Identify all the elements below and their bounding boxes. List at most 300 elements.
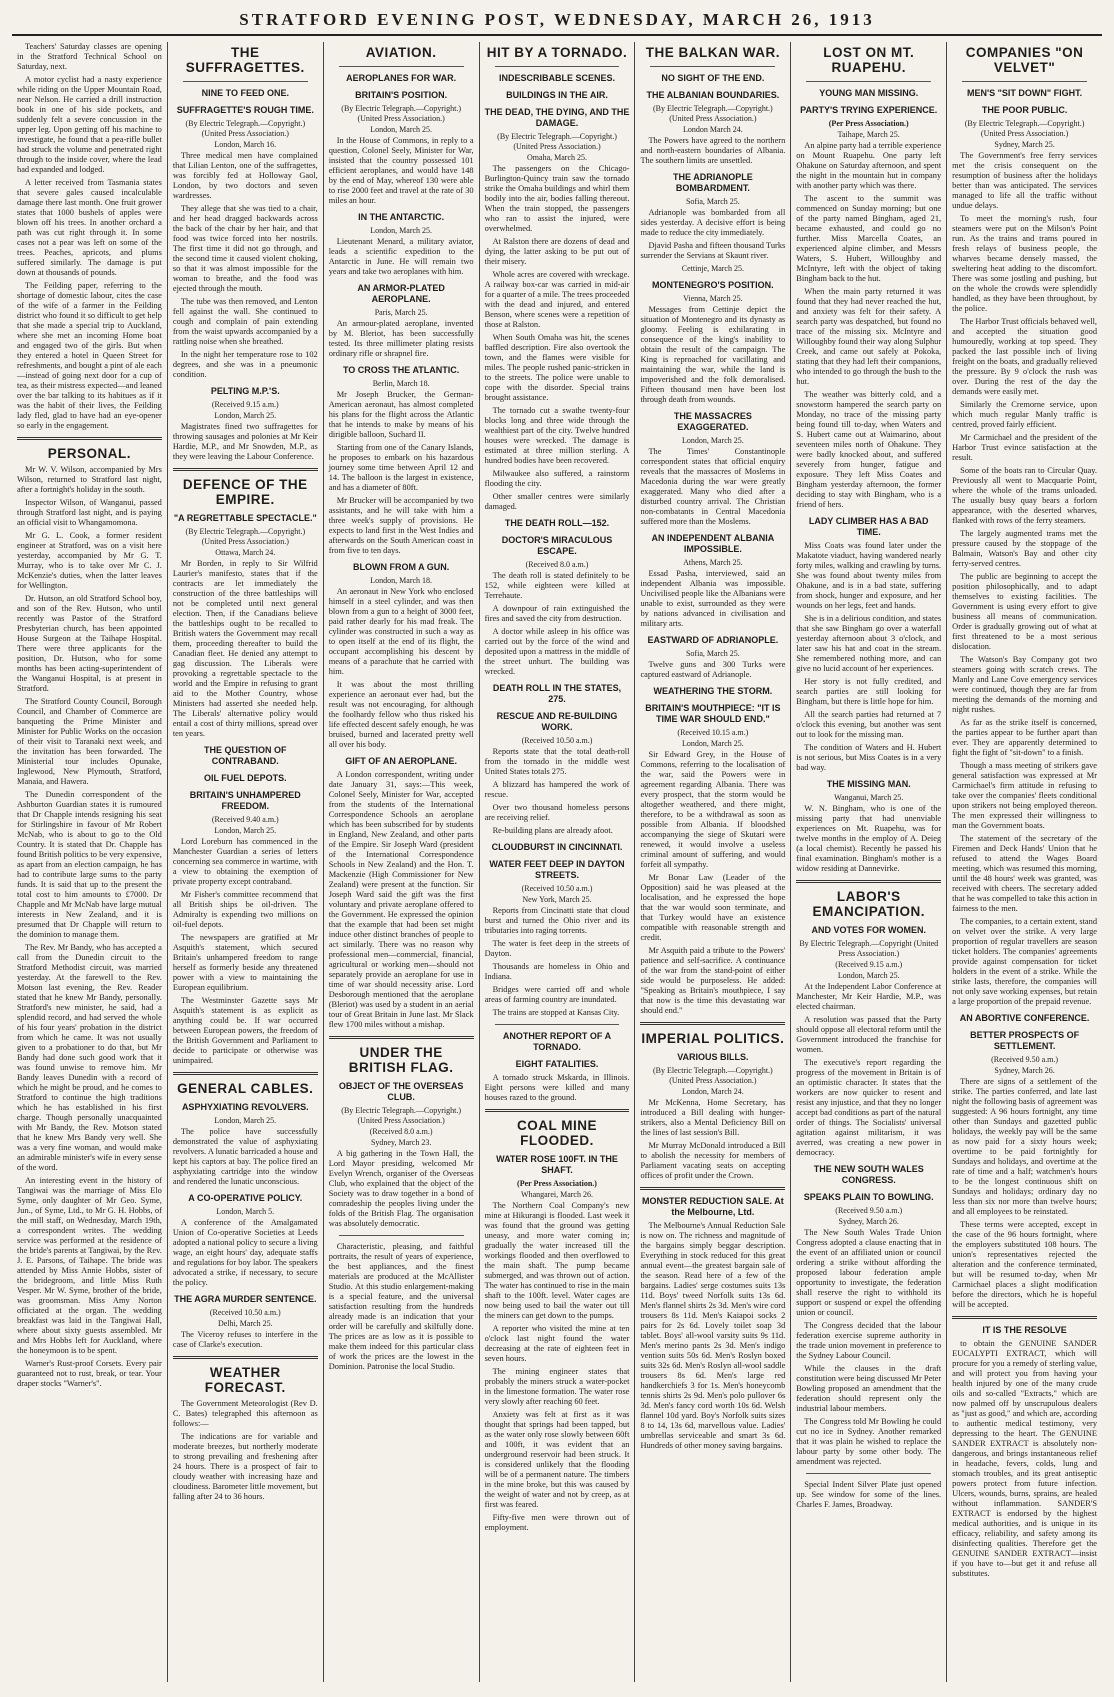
paragraph: A London correspondent, writing under date January 31, says:—This week, Colonel Seely, Minister for War, accepted from the students of the International Correspondence Schools an aeroplane which has been subscribed for by students in England, New Zealand, and other parts of the Empire. Sir Joseph Ward (president of the International Correspondence Schools in New Zealand) and the Hon. T. Mackenzie (High Commissioner for New Zealand) were present at the function. Sir Joseph Ward said the gift was the first voluntary and private aeroplane offered to the Government. He expressed the opinion that the example that had been set might induce other distinct branches of people to act similarly. There was no reason why professional men—commercial, financial, agricultural or working men—should not separately provide an aeroplane for use in time of war should necessity arise. Lord Desborough mentioned that the aeroplane (Bleriot) was used by a student in an aerial tour of Great Britain in June last. Mr Slack flew 1700 miles without a mishap. bbox=[328, 770, 474, 1029]
paragraph: The condition of Waters and H. Hubert is not serious, but Miss Coates is in a very bad way. bbox=[796, 743, 942, 772]
advertisement bbox=[329, 1242, 474, 1372]
paragraph: The Melbourne's Annual Reduction Sale is now on. The richness and magnitude of the bargains simply beggar description. Everything in stock reduced for this great annual event—the greatest bargain sale of the season. Read here of a few of the bargains. Ladies' serge costumes suits 13s 11d. Boys' tweed Norfolk suits 13s 6d. Men's flannel shirts 2s 3d. Men's wire cord trousers 8s 11d. Men's Kaiapoi socks 2 pairs for 2s 6d. Lovely toilet soap 3d tablet. Boys' all-wool varsity suits 9s 11d. Men's merino pants 2s 3d. Men's indigo vention suits 50s 6d. Men's Roslyn boxed suits 32s 6d. Men's Roslyn all-wool saddle trousers 8s 6d. Men's large red handkerchiefs 3 for 1s. Men's honeycomb tennis shirts 2s 9d. Men's polo pullover 6s 3d. Men's fancy cord worth 10s 6d. Welsh flannel 10d yard. Boy's Norfolk suits sizes 8 to 14, 13s 6d, marvellous value. Ladies' umbrellas serviceable and smart 3s 6d. Hundreds of other money saving bargains. bbox=[640, 1221, 786, 1450]
dateline: Sydney, March 26. bbox=[838, 1217, 899, 1226]
paragraph: Special Indent Silver Plate just opened up. See window for some of the lines. Charles F. James, Broadway. bbox=[796, 1480, 942, 1509]
paragraph: Mr Fisher's committee recommend that all British ships be oil-driven. The Admiralty is expending two millions on oil-fuel depots. bbox=[172, 890, 318, 929]
article-body bbox=[329, 319, 474, 359]
article-body bbox=[640, 208, 785, 261]
paragraph: The Dunedin correspondent of the Ashburton Guardian states it is rumoured that Dr Chapple intends resigning his seat for Stirlingshire in favour of Mr Robert McNab, who is about to go to the Old Country. It is stated that Dr. Chapple has found British politics to be very expensive, as apart from an election campaign, he has had to contribute large sums to the party funds. It is said that up to the present the total cost to him amounts to £7000. Dr Chapple and Mr McNab have large mutual interests in New Zealand, and it is presumed that Dr Chapple will return to the dominion to manage them. bbox=[17, 790, 162, 939]
paragraph: A resolution was passed that the Party should oppose all electoral reform until the Government introduced the franchise for women. bbox=[796, 1015, 942, 1054]
paragraph: She is in a delirious condition, and states that she saw Bingham go over a waterfall yesterday afternoon about 3 o'clock, and later saw his hat and coat in the stream. She remembered nothing more, and can give no lucid account of her experiences. bbox=[796, 614, 942, 673]
paragraph: In the night her temperature rose to 102 degrees, and she was in a pneumonic condition. bbox=[172, 350, 318, 379]
paragraph: An armour-plated aeroplane, invented by M. Bleriot, has been successfully tested. Its three millimeter plating resists ordinary rifle or shrapnel fire. bbox=[328, 319, 474, 358]
divider bbox=[495, 1024, 620, 1025]
paragraph: Mr Murray McDonald introduced a Bill to abolish the necessity for members of Parliament vacating seats on accepting offices of profit under the Crown. bbox=[640, 1141, 786, 1180]
article-body bbox=[796, 141, 941, 510]
paragraph: The statement of the secretary of the Firemen and Deck Hands' Union that he refused to attend the Wages Board meeting, which was resumed this morning, until the 48 hours' week was granted, was received with cheers. The secretary added that he was compelled to take this action in fairness to the men. bbox=[952, 834, 1098, 913]
paragraph: An interesting event in the history of Tangiwai was the marriage of Miss Elo Syme, only daughter of Mr Geo. Syme, Jun., of Syme, Ltd., to Mr G. H. Hobbs, of the mill staff, on Wednesday, March 19th, a correspondent writes. The wedding service was performed at the residence of the bride's parents at Tangiwai, by the Rev. J. E. Parsons, of Taihape. The bride was attended by Miss Annie Hobbs, sister of the bridegroom, and little Miss Ruth Vesper. Mr W. Syme, brother of the bride, was groomsman. Miss Amy Norton officiated at the organ. The wedding breakfast was laid in the Tangiwai Hall, where about sixty guests assembled. Mr and Mrs Hobbs left for Auckland, where the honeymoon is to be spent. bbox=[17, 1176, 162, 1355]
article-heading: UNDER THE BRITISH FLAG. bbox=[348, 1045, 454, 1075]
paragraph: Some of the boats ran to Circular Quay. Previously all went to Macquarie Point, where the whole of the trams unloaded. The usually busy quay bears a forlorn appearance, with the deserted wharves, flanked with rows of the ferry steamers. bbox=[952, 466, 1098, 525]
divider bbox=[650, 66, 775, 67]
cable-credit: By Electric Telegraph.—Copyright (United Press Association.) bbox=[799, 939, 939, 958]
paragraph: Mr Bonar Law (Leader of the Opposition) said he was pleased at the localisation, and he expressed the hope that the war would soon terminate, and that Turkey would have an existence compatible with reasonable strength and credit. bbox=[640, 873, 786, 942]
paragraph: The weather was bitterly cold, and a snowstorm hampered the search party on Monday, no trace of the missing party being found till to-day, when Waters and S. Hubert came out at Waimarino, about seventeen miles north of Ohakune. They were badly knocked about, and suffered severely from hunger, fatigue and exposure. They left Miss Coates and Bingham yesterday afternoon, the former deciding to stay with Bingham, who is a friend of hers. bbox=[796, 390, 942, 509]
subheading: MONTENEGRO'S POSITION. bbox=[652, 280, 774, 290]
subheading: IN THE ANTARCTIC. bbox=[358, 212, 445, 222]
subheading: THE POOR PUBLIC. bbox=[981, 105, 1068, 115]
article-body bbox=[173, 1330, 318, 1350]
received-note: (Received 8.0 a.m.) bbox=[369, 1127, 433, 1136]
cable-credit: (By Electric Telegraph.—Copyright.) (United Press Association.) bbox=[653, 104, 773, 123]
article-body bbox=[329, 1149, 474, 1229]
dateline: Whangarei, March 26. bbox=[521, 1190, 593, 1199]
paragraph: The Watson's Bay Company got two steamers going with scratch crews. The Manly and Lane Cove emergency services were continued, though they are far from meeting the demands of the morning and night rushes. bbox=[952, 655, 1098, 714]
divider bbox=[952, 1316, 1097, 1319]
cable-credit: (By Electric Telegraph.—Copyright.) (United Press Association.) bbox=[653, 1066, 773, 1085]
paragraph: Milwaukee also suffered, a rainstorm flooding the city. bbox=[484, 469, 630, 488]
article-heading: DEFENCE OF THE EMPIRE. bbox=[182, 477, 308, 507]
subheading: AN INDEPENDENT ALBANIA IMPOSSIBLE. bbox=[651, 533, 775, 554]
subheading: BLOWN FROM A GUN. bbox=[352, 562, 450, 572]
paragraph: Starting from one of the Canary Islands, he proposes to embark on his hazardous journey some time between April 12 and 14. The balloon is the largest in existence, and has a diameter of 80ft. bbox=[328, 443, 474, 492]
article-body bbox=[173, 1399, 318, 1502]
article-heading: WEATHER FORECAST. bbox=[204, 1365, 286, 1395]
paragraph: Miss Coats was found later under the Makatote viaduct, having wandered nearly forty miles, walking and crawling by turns. She was found about twenty miles from Ohakune, and is in a bad state, suffering from shock, hunger and exposure, and her wounds on her legs, feet and hands. bbox=[796, 541, 942, 610]
received-note: (Received 9.15 a.m.) bbox=[211, 400, 279, 409]
paragraph: In the House of Commons, in reply to a question, Colonel Seely, Minister for War, insisted that the country possessed 101 efficient aeroplanes, and would have 148 by the end of May, whereof 130 were able to rise 2000 feet and travel at the rate of 30 miles an hour. bbox=[328, 136, 474, 205]
divider bbox=[173, 1356, 318, 1359]
divider bbox=[640, 1187, 785, 1190]
dateline: Vienna, March 25. bbox=[683, 294, 743, 303]
subheading: EIGHT FATALITIES. bbox=[515, 1059, 599, 1069]
subheading: SPEAKS PLAIN TO BOWLING. bbox=[803, 1192, 934, 1202]
cable-credit: (By Electric Telegraph.—Copyright.) (United Press Association.) bbox=[185, 119, 306, 138]
dateline: London, March 25. bbox=[370, 125, 433, 134]
dateline: London, March 16. bbox=[214, 140, 277, 149]
dateline: Sofia, March 25. bbox=[685, 649, 740, 658]
dateline: London March 24. bbox=[682, 125, 743, 134]
dateline: London, March 25. bbox=[214, 1116, 277, 1125]
divider bbox=[17, 437, 162, 440]
paragraph: The Government's free ferry services met the crisis consequent on the resumption of business after the holidays better than was anticipated. The services managed to life all the traffic without undue delays. bbox=[952, 151, 1098, 210]
article-body bbox=[173, 1127, 318, 1187]
dateline: Berlin, March 18. bbox=[372, 379, 430, 388]
paragraph: The ascent to the summit was commenced on Sunday morning; but one of the party named Bingham, aged 21, became exhausted, and could go no further. Miss Marcella Coates, an experienced alpine climber, and Messrs Waters, S. Hubert, Willoughby and McIntyre, left with the object of taking Bingham back to the hut. bbox=[796, 194, 942, 283]
column-1 bbox=[12, 42, 167, 1682]
article-heading: IMPERIAL POLITICS. bbox=[641, 1031, 785, 1046]
paragraph: Adrianople was bombarded from all sides yesterday. A decisive effort is being made to reduce the city immediately. bbox=[640, 208, 786, 237]
paragraph: It was about the most thrilling experience an aeronaut ever had, but the result was not encouraging, for although the foolhardy fellow who thus risked his life effected descent safely enough, he was bruised, burned and lacerated pretty well all over his body. bbox=[328, 680, 474, 749]
subheading: LADY CLIMBER HAS A BAD TIME. bbox=[808, 516, 929, 537]
paragraph: At the Independent Labor Conference at Manchester, Mr Keir Hardie, M.P., was elected chairman. bbox=[796, 982, 942, 1011]
paragraph: A conference of the Amalgamated Union of Co-operative Societies at Leeds adopted a national policy to secure a living wage, an eight hours' day, adequate staffs and regulations for boy labor. The speakers advocated a strike, if necessary, to secure the policy. bbox=[172, 1218, 318, 1287]
divider bbox=[339, 66, 464, 67]
cable-credit: (By Electric Telegraph.—Copyright.) (United Press Association.) bbox=[185, 527, 306, 546]
received-note: (Received 10.50 a.m.) bbox=[521, 884, 593, 893]
paragraph: There are signs of a settlement of the strike. The parties conferred, and late last night the following basis of agreement was suggested: A 96 hours fortnight, any time other than Sundays and gazetted public holidays, the weekly pay will be the same as now paid for a sixty hours week; overtime to be paid fortnightly for Sundays and holidays, and overtime at the rate of time and a half; watchmen's hours to be the longest continuous shift on Sundays and holidays; ordinary day no less than six nor more than twelve hours; and all employees to be reinstated. bbox=[952, 1077, 1098, 1216]
paragraph: Mr Carmichael and the president of the Harbor Trust evince satisfaction at the result. bbox=[952, 433, 1098, 462]
paragraph: The largely augmented trams met the pressure caused by the stoppage of the Balmain, Watson's Bay and other city ferry-served centres. bbox=[952, 529, 1098, 568]
paragraph: The mining engineer states that probably the miners struck a water-pocket in the limestone formation. The water rose very slowly after reaching 60 feet. bbox=[484, 1367, 630, 1406]
paragraph: When South Omaha was hit, the scenes baffled description. Fire also overtook the town, and the flames were visible for miles. The people rushed panic-stricken in to the streets. The police were unable to cope with the disorder. Special trains brought assistance. bbox=[484, 333, 630, 402]
dateline: Ottawa, March 24. bbox=[215, 548, 276, 557]
paragraph: Characteristic, pleasing, and faithful portraits, the result of years of experience, the best appliances, and the finest materials are produced at the McAllister Studio. At this studio enlargement-making is a special feature, and the universal satisfaction resulting from the hundreds already made is an indication that your order will be carefully and skilfully done. The prices are as low as it is possible to make them indeed for this particular class of work the prices are the lowest in the Dominion. Patronise the local Studio. bbox=[328, 1242, 474, 1371]
article-heading: LABOR'S EMANCIPATION. bbox=[812, 889, 925, 919]
col1-paragraphs bbox=[17, 42, 162, 431]
dateline: Taihape, March 25. bbox=[837, 130, 900, 139]
column-5 bbox=[634, 42, 790, 1682]
paragraph: Magistrates fined two suffragettes for throwing sausages and polonies at Mr Keir Hardie, M.P., and Mr Snowden, M.P., as they were leaving the Labour Conference. bbox=[172, 422, 318, 461]
dateline: Sydney, March 26. bbox=[994, 1066, 1055, 1075]
article-body bbox=[640, 136, 785, 166]
paragraph: Though a mass meeting of strikers gave general satisfaction was expressed at Mr Carmichael's firm attitude in refusing to take over the companies' fleets conditional upon strikers not being employed thereon. The men expressed their willingness to man the Government boats. bbox=[952, 761, 1098, 830]
paragraph: The tornado cut a swathe twenty-four blocks long and three wide through the wealthiest part of the city. Twelve hundred houses were wrecked. The damage is estimated at three million sterling. A hundred bodies have been recovered. bbox=[484, 406, 630, 465]
paragraph: The Powers have agreed to the northern and north-eastern boundaries of Albania. The southern limits are unsettled. bbox=[640, 136, 786, 165]
paragraph: The Westminster Gazette says Mr Asquith's statement is as explicit as anything could be. If war occurred between European powers, the freedom of the British Government and Parliament to decide to participate or otherwise was unimpaired. bbox=[172, 996, 318, 1065]
press-credit: (Per Press Association.) bbox=[828, 119, 909, 128]
subheading: OBJECT OF THE OVERSEAS CLUB. bbox=[338, 1081, 464, 1102]
subheading: THE DEAD, THE DYING, AND THE DAMAGE. bbox=[484, 107, 630, 128]
paragraph: Similarly the Cremorne service, upon which much regular Manly traffic is centred, proved fairly efficient. bbox=[952, 400, 1098, 429]
article-heading: LOST ON MT. RUAPEHU. bbox=[823, 45, 915, 75]
subheading: AN ABORTIVE CONFERENCE. bbox=[959, 1013, 1090, 1023]
article-heading: COMPANIES "ON VELVET" bbox=[965, 45, 1084, 75]
advertisement bbox=[952, 1339, 1097, 1579]
subheading: OIL FUEL DEPOTS. bbox=[203, 773, 287, 783]
paragraph: The water is feet deep in the streets of Dayton. bbox=[484, 939, 630, 958]
dateline: New York, March 25. bbox=[522, 895, 592, 904]
subheading: THE MASSACRES EXAGGERATED. bbox=[673, 411, 752, 432]
cable-credit: (By Electric Telegraph.—Copyright.) (United Press Association.) bbox=[341, 104, 461, 123]
paragraph: Mr Asquith paid a tribute to the Powers' patience and self-sacrifice. A continuance of the war from the stand-point of either side would be purposeless. He added: "Speaking as Britain's mouthpiece, I say that now is the time this devastating war should end." bbox=[640, 946, 786, 1015]
paragraph: Bridges were carried off and whole areas of farming country are inundated. bbox=[484, 985, 630, 1004]
dateline: London, March 25. bbox=[681, 436, 744, 445]
paragraph: Mr W. V. Wilson, accompanied by Mrs Wilson, returned to Stratford last night, after a fortnight's holiday in the south. bbox=[17, 465, 162, 494]
paragraph: The New South Wales Trade Union Congress adopted a clause enacting that in the event of an affiliated union or council ordering a strike without affording the proposed labour federation ample opportunity to investigate, the federation shall reserve the right to withhold its support or suspend or expel the offending union or council. bbox=[796, 1228, 942, 1317]
article-body bbox=[640, 569, 785, 629]
paragraph: The Northern Coal Company's new mine at Hikurangi is flooded. Last week it was found that the ground was getting uneasy, and more water coming in; gradually the water increased till the workings flooded and then overflowed to the main shaft. The pump became submerged, and was thrown out of action. The water has continued to rise in the main shaft to the 100ft. level. Water cages are now being used to bail the water out till the miners can get down to the pumps. bbox=[484, 1201, 630, 1320]
paragraph: A letter received from Tasmania states that severe gales caused incalculable damage there last month. One fruit grower states that 1000 bushels of apples were blown off his trees. In another orchard a path was cut right through it. In some cases not a pear was left on some of the trees. Peaches, apricots, and plums suffered similarly. The damage is put down at thousands of pounds. bbox=[17, 178, 162, 277]
subheading: PARTY'S TRYING EXPERIENCE. bbox=[800, 105, 938, 115]
received-note: (Received 8.0 a.m.) bbox=[525, 560, 589, 569]
paragraph: A motor cyclist had a nasty experience while riding on the Upper Mountain Road, near Nelson. He carried a drill instruction book in one of his side pockets, and suddenly felt a severe concussion in the upper leg. Upon getting off his machine to investigate, he found that a pea-rifle bullet had struck the volume and penetrated right through to the inside cover, where the lead had expanded and lodged. bbox=[17, 75, 162, 174]
divider bbox=[339, 1235, 464, 1236]
article-body bbox=[640, 660, 785, 680]
cable-credit: (By Electric Telegraph.—Copyright.) (United Press Association.) bbox=[497, 132, 617, 151]
subheading: AND VOTES FOR WOMEN. bbox=[811, 925, 926, 935]
article-body bbox=[796, 541, 941, 773]
subheading: BUILDINGS IN THE AIR. bbox=[506, 90, 608, 100]
subheading: MEN'S "SIT DOWN" FIGHT. bbox=[967, 88, 1083, 98]
paragraph: An alpine party had a terrible experience on Mount Ruapehu. One party left Ohakune on Saturday afternoon, and spent the night in the mountain hut in company with another party which was there. bbox=[796, 141, 942, 190]
paragraph: An aeronaut in New York who enclosed himself in a steel cylinder, and was then blown from a gun to a height of 3000 feet, paid rather dearly for his mad freak. The cylinder was constructed in such a way as to open itself at the end of its flight, the occupant accomplishing his descent by means of a parachute that he carried with him. bbox=[328, 587, 474, 676]
paragraph: A tornado struck Mskarda, in Illinois. Eight persons were killed and many houses razed to the ground. bbox=[484, 1073, 630, 1102]
paragraph: Lord Loreburn has commenced in the Manchester Guardian a series of letters concerning sea commerce in wartime, with a view to obtaining the exemption of private property except contraband. bbox=[172, 837, 318, 886]
article-body bbox=[796, 804, 941, 874]
paragraph: The Congress told Mr Bowling he could cut no ice in Sydney. Another remarked that it was plain he wished to replace the labour party by some other body. The amendment was rejected. bbox=[796, 1417, 942, 1466]
paragraph: The Stratford County Council, Borough Council, and Chamber of Commerce are banqueting the Prime Minister and Minister for Public Works on the occasion of their visit to Taranaki next week, and the invitation has been forwarded. The Ministerial tour includes Opunake, Inglewood, New Plymouth, Stratford, Manaia, and Hawera. bbox=[17, 697, 162, 786]
article-body bbox=[485, 1201, 630, 1533]
received-note: (Received 10.15 a.m.) bbox=[677, 728, 749, 737]
subheading: THE ADRIANOPLE BOMBARDMENT. bbox=[673, 172, 753, 193]
divider bbox=[329, 1036, 474, 1039]
paragraph: W. N. Bingham, who is one of the missing party that had unenviable experiences on Mt. Ruapehu, was for twelve months in the employ of A. Deieg (a local chemist). Recently he passed his final examination. Bingham's mother is a widow residing at Dannevirke. bbox=[796, 804, 942, 873]
dateline: Sydney, March 23. bbox=[370, 1138, 432, 1147]
subheading: BRITAIN'S POSITION. bbox=[355, 90, 448, 100]
cable-credit: (By Electric Telegraph.—Copyright.) (United Press Association.) bbox=[964, 119, 1085, 138]
dateline: London, March 25. bbox=[214, 826, 277, 835]
received-note: (Received 9.40 a.m.) bbox=[211, 815, 279, 824]
dateline: Sofia, March 25. bbox=[685, 197, 740, 206]
divider bbox=[806, 1473, 931, 1474]
columns bbox=[12, 42, 1102, 1682]
paragraph: Re-building plans are already afoot. bbox=[492, 826, 613, 835]
article-body bbox=[952, 1077, 1097, 1310]
received-note: (Received 9.50 a.m.) bbox=[991, 1055, 1059, 1064]
paragraph: The Government Meteorologist (Rev D. C. Bates) telegraphed this afternoon as follows:— bbox=[172, 1399, 318, 1428]
dateline: London, March 25. bbox=[837, 971, 900, 980]
divider bbox=[495, 66, 620, 67]
subheading: THE DEATH ROLL—152. bbox=[504, 518, 610, 528]
subheading: NO SIGHT OF THE END. bbox=[661, 73, 765, 83]
paragraph: The trains are stopped at Kansas City. bbox=[492, 1008, 620, 1017]
article-body bbox=[640, 305, 785, 405]
subheading: WATER FEET DEEP IN DAYTON STREETS. bbox=[489, 859, 625, 880]
article-body bbox=[640, 447, 785, 527]
paragraph: Essad Pasha, interviewed, said an independent Albania was impossible. Uncivilised people like the Albanians were unable to exist, surrounded as they were by nations advanced in civilisation and military arts. bbox=[640, 569, 786, 628]
subheading: SUFFRAGETTE'S ROUGH TIME. bbox=[176, 105, 314, 115]
paragraph: Fifty-five men were thrown out of employment. bbox=[484, 1513, 630, 1532]
column-7 bbox=[946, 42, 1102, 1682]
paragraph: The Feilding paper, referring to the shortage of domestic labour, cites the case of the wife of a farmer in the Feilding district who found it so difficult to get help that she made a special trip to Auckland, where she met an incoming Home boat and engaged two of the girls. But when they entered a hotel in Queen Street for refreshments, and bought a pint of ale each—instead of going next door for a cup of tea, as their mistress expected—and leaned over the bar talking to its habitues as if it was the habit of their lives, the Feilding lady fled, glad to have had an eye-opener so early in the engagement. bbox=[17, 281, 162, 430]
subheading: THE NEW SOUTH WALES CONGRESS. bbox=[813, 1164, 924, 1185]
article-body bbox=[329, 136, 474, 206]
advertisement bbox=[796, 1480, 941, 1510]
column-4 bbox=[479, 42, 635, 1682]
subheading: YOUNG MAN MISSING. bbox=[819, 88, 919, 98]
paragraph: To meet the morning's rush, four steamers were put on the Milson's Point run. As the trains and trams poured in fresh relays of business people, the wharves became densely massed, the sweltering heat adding to the discomfort. There was some jostling and pushing, but on the whole the crowds were splendidly handled, as they have been throughout, by the police. bbox=[952, 214, 1098, 313]
paragraph: The indications are for variable and moderate breezes, but northerly moderate to strong prevailing and freshening after 24 hours. There is a prospect of fair to cloudy weather with increasing haze and cloudiness. Barometer little movement, but falling after 24 to 36 hours. bbox=[172, 1432, 318, 1501]
subheading: THE QUESTION OF CONTRABAND. bbox=[204, 745, 287, 766]
ad-heading: IT IS THE RESOLVE bbox=[982, 1325, 1067, 1335]
article-body bbox=[640, 750, 785, 1016]
paragraph: The Viceroy refuses to interfere in the case of Clarke's execution. bbox=[172, 1330, 318, 1349]
subheading: THE ALBANIAN BOUNDARIES. bbox=[646, 90, 780, 100]
dateline: Omaha, March 25. bbox=[527, 153, 587, 162]
subheading: BRITAIN'S UNHAMPERED FREEDOM. bbox=[189, 790, 301, 811]
subheading: DEATH ROLL IN THE STATES, 275. bbox=[492, 683, 622, 704]
divider bbox=[796, 880, 941, 883]
dateline: Sydney, March 25. bbox=[994, 140, 1055, 149]
paragraph: Dr. Hutson, an old Stratford School boy, and son of the Rev. Hutson, who until recently was Pastor of the Stratford Presbyterian church, has been appointed House Surgeon at the Taihape Hospital. There were three applicants for the position, Dr. Hutson, who for some months has been acting-superintendent of the Wanganui Hospital, is at present in Stratford. bbox=[17, 594, 162, 693]
paragraph: Inspector Wilson, of Wanganui, passed through Stratford last night, and is paying an official visit to Whangamomona. bbox=[17, 498, 162, 527]
article-body bbox=[173, 1218, 318, 1288]
paragraph: The Times' Constantinople correspondent states that official enquiry reveals that the massacres of Moslems in Macedonia during the war were greatly exaggerated. Many who died after a disturbed country arrival. The Christian non-combatants in Central Macedonia suffered more than the Moslems. bbox=[640, 447, 786, 526]
paragraph: The executive's report regarding the progress of the movement in Britain is of an optimistic character. It states that the workers are now quicker to resent and resist any injustice, and that they no longer accept bad conditions as part of the natural order of things. The Socialists' universal agitation against militarism, it was averred, was creating a new power in democracy. bbox=[796, 1058, 942, 1157]
article-body bbox=[485, 906, 630, 1018]
subheading: AEROPLANES FOR WAR. bbox=[346, 73, 457, 83]
received-note: (Received 9.50 a.m.) bbox=[835, 1206, 903, 1215]
dateline: London, March 5. bbox=[216, 1207, 275, 1216]
divider bbox=[173, 1072, 318, 1075]
advertisement bbox=[640, 1221, 785, 1451]
personal-heading: PERSONAL. bbox=[47, 446, 132, 461]
subheading: WATER ROSE 100FT. IN THE SHAFT. bbox=[496, 1154, 618, 1175]
article-body bbox=[329, 390, 474, 556]
subheading: A CO-OPERATIVE POLICY. bbox=[188, 1193, 303, 1203]
paragraph: As far as the strike itself is concerned, the parties appear to be further apart than ever. They are apparently determined to fight the fight of "sit-down" to a finish. bbox=[952, 718, 1098, 757]
subheading: BRITAIN'S MOUTHPIECE: "IT IS TIME WAR SHOULD END." bbox=[645, 703, 781, 724]
article-heading: GENERAL CABLES. bbox=[177, 1081, 314, 1096]
subheading: AN ARMOR-PLATED AEROPLANE. bbox=[357, 283, 445, 304]
paragraph: The public are beginning to accept the position philosophically, and to adapt themselves to existing facilities. The Government is using every effort to give business all means of communication. Order is gradually growing out of what at first threatened to be a most serious dislocation. bbox=[952, 572, 1098, 651]
paragraph: A big gathering in the Town Hall, the Lord Mayor presiding, welcomed Mr Evelyn Wrench, organiser of the Overseas Club, who explained that the object of the Society was to draw together in a bond of comradeship the peoples living under the folds of the British Flag. The organisation was absolutely democratic. bbox=[328, 1149, 474, 1228]
article-heading: COAL MINE FLOODED. bbox=[517, 1118, 598, 1148]
paragraph: A blizzard has hampered the work of rescue. bbox=[484, 780, 630, 799]
paragraph: The Congress decided that the labour federation exercise supreme authority in the trade union movement in preference to the Sydney Labour Council. bbox=[796, 1321, 942, 1360]
cable-credit: (By Electric Telegraph.—Copyright.) (United Press Association.) bbox=[341, 1106, 461, 1125]
paragraph: Mr G. L. Cook, a former resident engineer at Stratford, was on a visit here yesterday, accompanied by Mr G. T. Murray, who is to take over Mr C. J. McKenzie's duties, when the latter leaves for Wellington. bbox=[17, 531, 162, 590]
subheading: CLOUDBURST IN CINCINNATI. bbox=[491, 842, 623, 852]
paragraph: A downpour of rain extinguished the fires and saved the city from destruction. bbox=[484, 604, 630, 623]
dateline: London, March 18. bbox=[370, 576, 433, 585]
dateline: London, March 24. bbox=[681, 1087, 744, 1096]
dateline: Delhi, March 25. bbox=[217, 1319, 273, 1328]
paragraph: The newspapers are gratified at Mr Asquith's statement, which secured Britain's unhampered freedom to range herself as formerly beside any threatened power with a view to maintaining the European equilibrium. bbox=[172, 933, 318, 992]
article-body bbox=[329, 770, 474, 1030]
personal-paragraphs bbox=[17, 465, 162, 1389]
article-body bbox=[485, 164, 630, 512]
dateline: Wanganui, March 25. bbox=[834, 793, 904, 802]
paragraph: Djavid Pasha and fifteen thousand Turks surrender the Servians at Skaunt river. bbox=[640, 241, 786, 260]
received-note: (Received 9.15 a.m.) bbox=[835, 960, 903, 969]
paragraph: The police have successfully demonstrated the value of asphyxiating revolvers. A lunatic barricaded a house and kept his captors at bay. The police fired an asphyxiating cartridge into the window and rendered the lunatic unconscious. bbox=[172, 1127, 318, 1186]
masthead: STRATFORD EVENING POST, WEDNESDAY, MARCH 26, 1913 bbox=[12, 10, 1102, 36]
subheading: THE MISSING MAN. bbox=[826, 779, 911, 789]
paragraph: Sir Edward Grey, in the House of Commons, referring to the localisation of the war, said the Powers were in agreement regarding Albania. There was every prospect, that the storm would be altogether weathered, and there might, therefore, to be a withdrawal as soon as possible from Albania. If bloodshed accompanying the siege of Skutari were renewed, it would involve a useless criminal amount of suffering, and would forfeit all sympathy. bbox=[640, 750, 786, 869]
subheading: PELTING M.P.'S. bbox=[210, 386, 280, 396]
article-body bbox=[173, 422, 318, 462]
paragraph: Over two thousand homeless persons are receiving relief. bbox=[484, 803, 630, 822]
article-body bbox=[329, 237, 474, 277]
article-heading: HIT BY A TORNADO. bbox=[486, 45, 628, 60]
paragraph: The passengers on the Chicago-Burlington-Quincy train saw the tornado strike the Omaha buildings and whirl them bodily into the air, bodies falling thereout. When the train stopped, the passengers who ran to assist the injured, were overwhelmed. bbox=[484, 164, 630, 233]
paragraph: Thousands are homeless in Ohio and Indiana. bbox=[484, 962, 630, 981]
paragraph: Messages from Cettinje depict the situation of Montenegro and its dynasty as gloomy. Feeling is exhilarating in consequence of the king's inability to obtain the result of the campaign. The King is reproached for vacillating and maintaining the war, while the land is impoverished and the folk demoralised. Fifteen thousand men have been lost through death from wounds. bbox=[640, 305, 786, 404]
article-body bbox=[796, 982, 941, 1158]
paragraph: Whole acres are covered with wreckage. A railway box-car was carried in mid-air for a quarter of a mile. The trees proceeded with the dead and injured, and entered Benson, where scenes were a repetition of those at Ralston. bbox=[484, 270, 630, 329]
paragraph: Anxiety was felt at first as it was thought that springs had been tapped, but as the water only rose slowly between 60ft and 100ft, it was evident that an underground reservoir had been struck. It is considered unlikely that the flooding will be of a permanent nature. The timbers in the mine broke, but this was caused by the weight of water and not by creep, as at first was feared. bbox=[484, 1410, 630, 1509]
article-body bbox=[952, 151, 1097, 1007]
paragraph: When the main party returned it was found that they had never reached the hut, and anxiety was felt for their safety. A search party was despatched, but found no trace of the missing six. McIntyre and Willoughby found their way along Sulphur Creek, and came out safely at Pokoka, stating that they had left their companions, who intended to go through the bush to the hut. bbox=[796, 287, 942, 386]
article-body bbox=[173, 837, 318, 1066]
article-body bbox=[485, 747, 630, 836]
article-body bbox=[173, 559, 318, 739]
paragraph: These terms were accepted, except in the case of the 96 hours fortnight, where the employers substituted 108 hours. The union's representatives rejected the alteration and the conference terminated, but will be resumed to-day, when Mr Carmichael places a slight modification before the directors, which he is hopeful will be accepted. bbox=[952, 1220, 1098, 1309]
dateline: London, March 25. bbox=[681, 739, 744, 748]
dateline: Athens, March 25. bbox=[683, 558, 743, 567]
subheading: RESCUE AND RE-BUILDING WORK. bbox=[496, 711, 618, 732]
dateline: Paris, March 25. bbox=[374, 308, 428, 317]
ad-heading: MONSTER REDUCTION SALE. At the Melbourne, Ltd. bbox=[642, 1196, 784, 1217]
column-2 bbox=[167, 42, 323, 1682]
divider bbox=[962, 81, 1087, 82]
paragraph: Reports state that the total death-roll from the tornado in the middle west United States totals 275. bbox=[484, 747, 630, 776]
received-note: (Received 10.50 a.m.) bbox=[209, 1308, 281, 1317]
paragraph: Teachers' Saturday classes are opening in the Stratford Technical School on Saturday, next. bbox=[17, 42, 162, 71]
column-6 bbox=[790, 42, 946, 1682]
paragraph: Her story is not fully credited, and search parties are still looking for Bingham, but there is little hope for him. bbox=[796, 677, 942, 706]
subheading: EASTWARD OF ADRIANOPLE. bbox=[647, 635, 779, 645]
paragraph: The death roll is stated definitely to be 152, while eighteen were killed at Terrehaute. bbox=[484, 571, 630, 600]
paragraph: At Ralston there are dozens of dead and dying, the latter asking to be put out of their misery. bbox=[484, 237, 630, 266]
paragraph: Other smaller centres were similarly damaged. bbox=[484, 492, 630, 511]
article-body bbox=[173, 151, 318, 380]
subheading: NINE TO FEED ONE. bbox=[201, 88, 289, 98]
paragraph: Mr McKenna, Home Secretary, has introduced a Bill dealing with hunger-strikers, also a Mental Deficiency Bill on the lines of last session's Bill. bbox=[640, 1098, 786, 1137]
dateline: London, March 25. bbox=[214, 411, 277, 420]
paragraph: A doctor while asleep in his office was carried out by the force of the wind and deposited upon a mattress in the middle of the street unhurt. The building was wrecked. bbox=[484, 627, 630, 676]
article-heading: THE BALKAN WAR. bbox=[645, 45, 780, 60]
subheading: WEATHERING THE STORM. bbox=[653, 686, 773, 696]
article-body bbox=[796, 1228, 941, 1467]
dateline: Cettinje, March 25. bbox=[681, 264, 744, 273]
article-heading: THE SUFFRAGETTES. bbox=[185, 45, 305, 75]
divider bbox=[485, 1109, 630, 1112]
divider bbox=[640, 1022, 785, 1025]
paragraph: The companies, to a certain extent, stand on velvet over the strike. A very large proportion of regular travellers are season ticket holders. The companies' agreements provide against compensation for ticket holders in the event of a strike. While the strike lasts, therefore, the companies will not only save working expenses, but retain a large proportion of the prepaid revenue. bbox=[952, 917, 1098, 1006]
subheading: GIFT OF AN AEROPLANE. bbox=[345, 756, 458, 766]
paragraph: A reporter who visited the mine at ten o'clock last night found the water decreasing at the rate of eighteen feet in seven hours. bbox=[484, 1324, 630, 1363]
subheading: BETTER PROSPECTS OF SETTLEMENT. bbox=[970, 1030, 1080, 1051]
subheading: TO CROSS THE ATLANTIC. bbox=[342, 365, 460, 375]
article-body bbox=[640, 1098, 785, 1181]
paragraph: Warner's Rust-proof Corsets. Every pair guaranteed not to rust, break, or tear. Your draper stocks "Warner's". bbox=[17, 1359, 162, 1388]
dateline: London, March 25. bbox=[370, 226, 433, 235]
article-body bbox=[329, 587, 474, 750]
paragraph: They allege that she was tied to a chair, and her head dragged backwards across the back of the chair by her hair, and that food was twice forced into her nostrils. The first time it did not go through, and the second time it caused violent choking, so that it was almost impossible for the woman to breathe, and the food was ejected through the mouth. bbox=[172, 204, 318, 293]
paragraph: Mr Joseph Brucker, the German-American aeronaut, has almost completed his plans for the flight across the Atlantic that he intends to make by means of his dirigible balloon, Suchard II. bbox=[328, 390, 474, 439]
paragraph: While the clauses in the draft constitution were being discussed Mr Peter Bowling proposed an amendment that the federation should represent only the industrial labour members. bbox=[796, 1364, 942, 1413]
received-note: (Received 10.50 a.m.) bbox=[521, 736, 593, 745]
subheading: DOCTOR'S MIRACULOUS ESCAPE. bbox=[501, 535, 613, 556]
paragraph: to obtain the GENUINE SANDER EUCALYPTI EXTRACT, which will procure for you a remedy of sterling value, and will protect you from having your health injured by one of the many crude oils and so-called "Extracts," which are now palmed off by unscrupulous dealers as "just as good," and which are, according to authentic medical testimony, very depressing to the heart. The GENUINE SANDER EXTRACT is absolutely non-dangerous, and brings instantaneous relief in headache, fevers, colds, lung and stomach troubles, and its great antiseptic powers protect from future infection. Ulcers, wounds, burns, sprains, are healed without inflammation. SANDER'S EXTRACT is endorsed by the highest medical authorities, and is unique in its efficacy, reliability, and safety among its disinfecting qualities. Therefore get the GENUINE SANDER EXTRACT—insist if you have to—but get it and refuse all substitutes. bbox=[952, 1339, 1098, 1578]
subheading: VARIOUS BILLS. bbox=[677, 1052, 749, 1062]
article-heading: AVIATION. bbox=[365, 45, 437, 60]
subheading: "A REGRETTABLE SPECTACLE." bbox=[173, 513, 317, 523]
paragraph: Mr Brucker will be accompanied by two assistants, and he will take with him a three week's supply of provisions. He expects to land first in the West Indies and afterwards on the South American coast in from five to ten days. bbox=[328, 496, 474, 555]
paragraph: Reports from Cincinatti state that cloud burst and turned the Ohio river and its tributaries into raging torrents. bbox=[484, 906, 630, 935]
paragraph: All the search parties had returned at 7 o'clock this evening, but another was sent out to look for the missing man. bbox=[796, 710, 942, 739]
press-credit: (Per Press Association.) bbox=[517, 1179, 597, 1188]
paragraph: The Harbor Trust officials behaved well, and accepted the situation good humouredly, working at top speed. They packed the last possible inch of living freight on the boats, and gradually relieved the pressure. By 9 o'clock the rush was over. During the rest of the day the demands were easily met. bbox=[952, 317, 1098, 396]
subheading: ASPHYXIATING REVOLVERS. bbox=[181, 1102, 309, 1112]
paragraph: Twelve guns and 300 Turks were captured eastward of Adrianople. bbox=[640, 660, 786, 679]
subheading: INDESCRIBABLE SCENES. bbox=[499, 73, 616, 83]
article-body bbox=[485, 1073, 630, 1103]
paragraph: Mr Borden, in reply to Sir Wilfrid Laurier's manifesto, states that if the contracts are let immediately the construction of the three battleships will not be completed until next general election. Then, if the Canadians believe the battleships ought to be recalled to British waters the Government may recall them, proceeding thereafter to build the Canadian fleet. He denied any attempt to gag discussion. The Liberals were provoking a regrettable spectacle to the world and the Empire in refusing to grant aid to the Mother Country, whose Ministers had asserted she needed help. The Liberals' alternative policy would entail a cost of thirty millions, spread over ten years. bbox=[172, 559, 318, 738]
column-3 bbox=[323, 42, 479, 1682]
paragraph: Three medical men have complained that Lilian Lenton, one of the suffragettes, was forcibly fed at Holloway Gaol, London, by two doctors and seven wardresses. bbox=[172, 151, 318, 200]
divider bbox=[806, 81, 931, 82]
paragraph: The Rev. Mr Bandy, who has accepted a call from the Dunedin circuit to the Stratford Methodist circuit, was married yesterday. At the farewell to the Rev. Motson last evening, the Rev. Reader stated that he knew Mr Bandy, personally. Stratford's new minister, he said, had a splendid record, and had served the whole of his four years' probation in the district from which he came. It was not usually given to a probationer to do that, but Mr Bandy had done such good work that it was found unwise to remove him. Mr Bandy leaves Dunedin with a record of which he might be proud, and he comes to Stratford to continue the high traditions which he has established in his first charge. Though personally unacquainted with Mr Bandy, the Rev. Motson stated that he knew Mrs Bandy very well. She was a very fine woman, and would make an admirable minister's wife in every sense of the word. bbox=[17, 943, 162, 1172]
subheading: ANOTHER REPORT OF A TORNADO. bbox=[502, 1031, 612, 1052]
subheading: THE AGRA MURDER SENTENCE. bbox=[174, 1294, 317, 1304]
paragraph: The tube was then removed, and Lenton fell against the wall. She continued to cough and complain of pain extending from the waist upwards accompanied by a rattling noise when she breathed. bbox=[172, 297, 318, 346]
divider bbox=[183, 81, 308, 82]
divider bbox=[173, 468, 318, 471]
article-body bbox=[485, 571, 630, 677]
